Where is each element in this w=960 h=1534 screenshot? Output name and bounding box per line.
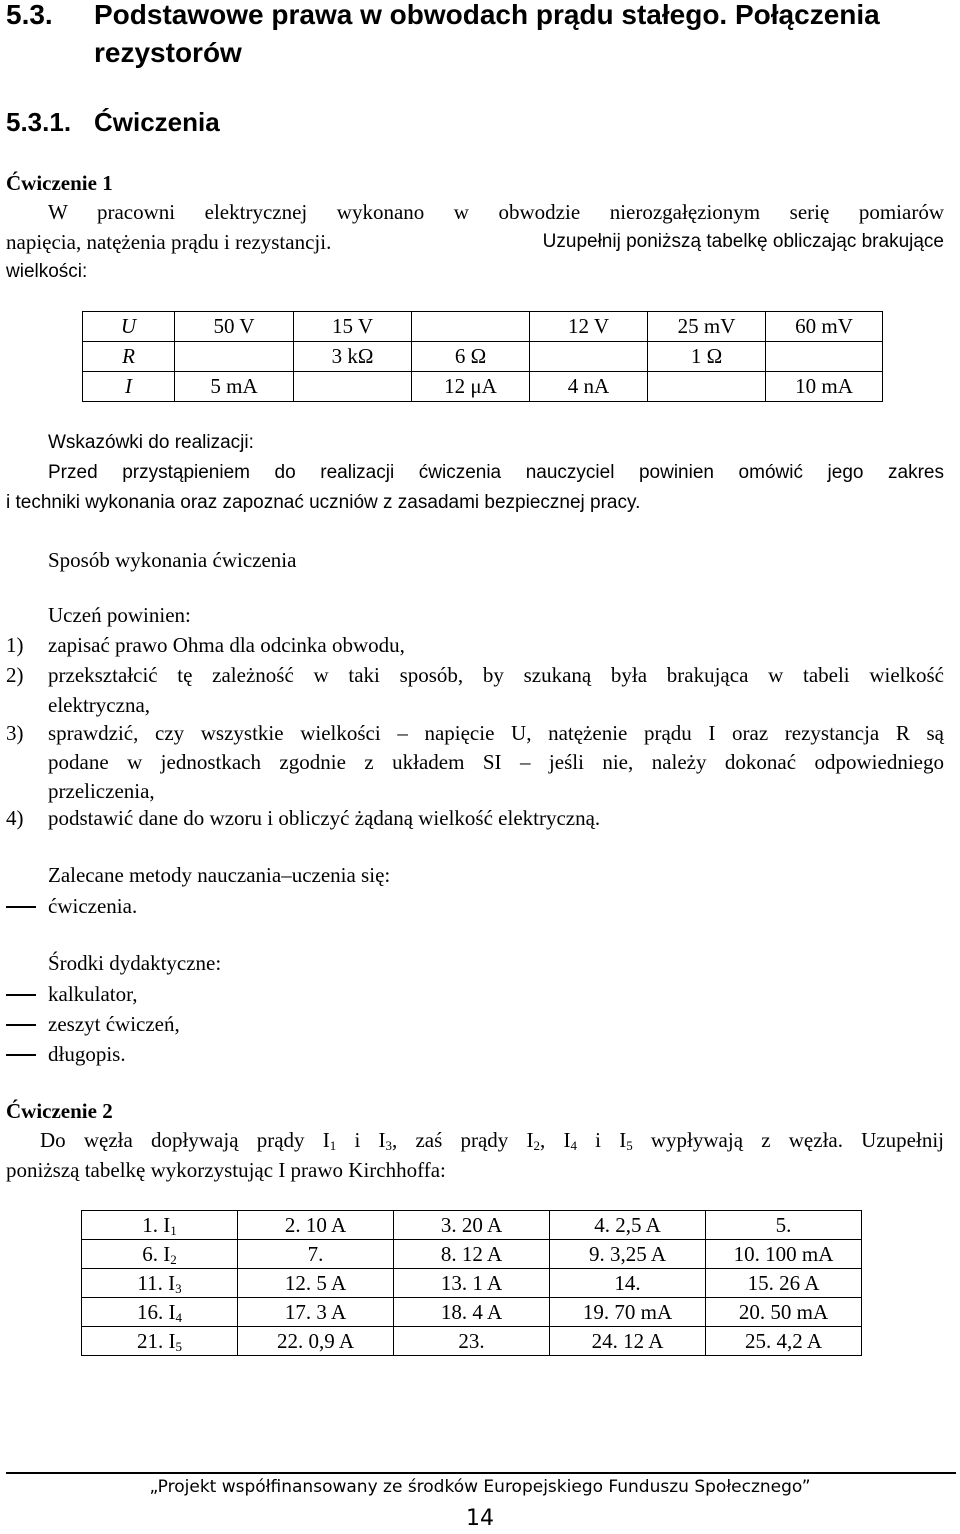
list-item — [0, 1009, 960, 1039]
page-number: 14 — [466, 1506, 494, 1531]
list-text: ćwiczenia. — [48, 894, 138, 918]
subsection-title: Ćwiczenia — [94, 107, 220, 137]
method-title: Sposób wykonania ćwiczenia — [48, 548, 297, 572]
table-cell: 2. 10 A — [238, 1211, 394, 1240]
list-text: długopis. — [48, 1042, 126, 1066]
table-row — [82, 1211, 862, 1240]
exercise1-line1: W pracowni elektrycznej wykonano w obwodzie nierozgałęzionym serię pomiarów — [48, 200, 944, 224]
hints-line1: Przed przystąpieniem do realizacji ćwiczenia nauczyciel powinien omówić jego zakres — [48, 462, 944, 483]
list-item — [0, 803, 960, 833]
table-cell: 6 Ω — [412, 342, 530, 372]
exercise2-line2: poniższą tabelkę wykorzystując I prawo Kirchhoffa: — [6, 1158, 446, 1182]
list-text: przeliczenia, — [48, 779, 155, 803]
exercise2-title: Ćwiczenie 2 — [6, 1099, 113, 1123]
exercise1-title: Ćwiczenie 1 — [6, 171, 113, 195]
table-cell: 3. 20 A — [394, 1211, 550, 1240]
table-cell: 11. $I_3$ — [82, 1269, 238, 1298]
aids-title: Środki dydaktyczne: — [48, 951, 222, 975]
hints-block — [6, 428, 944, 518]
table-row — [82, 1269, 862, 1298]
list-number: 4) — [6, 806, 24, 830]
exercise2-paragraph — [6, 1125, 944, 1185]
table-cell: 20. 50 mA — [706, 1298, 862, 1327]
list-text: elektryczna, — [48, 693, 151, 717]
table-cell: 10. 100 mA — [706, 1240, 862, 1269]
table-cell: 25 mV — [648, 312, 766, 342]
list-item — [0, 718, 960, 808]
exercise1-line2 — [6, 227, 944, 257]
table-row — [82, 1298, 862, 1327]
table-cell: 8. 12 A — [394, 1240, 550, 1269]
table-cell: 3 kΩ — [294, 342, 412, 372]
list-item — [0, 979, 960, 1009]
table-cell: 6. $I_2$ — [82, 1240, 238, 1269]
list-item — [0, 660, 960, 720]
subsection-heading — [6, 104, 220, 140]
hints-line2: i techniki wykonania oraz zapoznać uczniów z zasadami bezpiecznej pracy. — [6, 492, 641, 513]
table-cell — [530, 342, 648, 372]
table-cell: 12 μA — [412, 372, 530, 402]
table-cell: 5. — [706, 1211, 862, 1240]
list-item — [0, 1039, 960, 1069]
exercise2-line1: Do węzła dopływają prądy $I_1$ i $I_3$, zaś prądy $I_2$, $I_4$ i $I_5$ wypływają z węzła. Uzupełnij — [40, 1128, 944, 1153]
table-cell: 22. 0,9 A — [238, 1327, 394, 1356]
table-cell: 24. 12 A — [550, 1327, 706, 1356]
dash-bullet — [6, 1024, 36, 1026]
hints-title: Wskazówki do realizacji: — [48, 432, 254, 453]
table-cell: 5 mA — [175, 372, 294, 402]
table-cell: 19. 70 mA — [550, 1298, 706, 1327]
exercise1-paragraph — [6, 197, 944, 287]
table-cell: 15 V — [294, 312, 412, 342]
table-cell: 13. 1 A — [394, 1269, 550, 1298]
table-cell: R — [83, 342, 175, 372]
list-text: przekształcić tę zależność w taki sposób, by szukaną była brakująca w tabeli wielkość — [48, 663, 944, 687]
exercise1-line3: wielkości: — [6, 261, 88, 282]
table-cell — [294, 372, 412, 402]
table-row — [82, 1327, 862, 1356]
dash-bullet — [6, 1054, 36, 1056]
table-cell: 60 mV — [766, 312, 883, 342]
table-cell: 4. 2,5 A — [550, 1211, 706, 1240]
table-cell: 7. — [238, 1240, 394, 1269]
list-text: sprawdzić, czy wszystkie wielkości – napięcie U, natężenie prądu I oraz rezystancja R są — [48, 721, 944, 745]
list-item — [0, 630, 960, 660]
subsection-number: 5.3.1. — [6, 107, 72, 137]
table-cell — [648, 372, 766, 402]
exercise1-table — [82, 311, 883, 402]
table-cell: 17. 3 A — [238, 1298, 394, 1327]
table-cell: 14. — [550, 1269, 706, 1298]
list-number: 2) — [6, 663, 24, 687]
table-row — [83, 372, 883, 402]
table-row — [82, 1240, 862, 1269]
footer-text: „Projekt współfinansowany ze środków Europejskiego Funduszu Społecznego” — [149, 1477, 811, 1497]
dash-bullet — [6, 906, 36, 908]
table-cell: I — [83, 372, 175, 402]
table-row — [83, 342, 883, 372]
dash-bullet — [6, 994, 36, 996]
table-cell: 9. 3,25 A — [550, 1240, 706, 1269]
exercise2-table — [81, 1210, 862, 1356]
method-intro: Uczeń powinien: — [48, 603, 191, 627]
table-cell: U — [83, 312, 175, 342]
table-cell: 1. $I_1$ — [82, 1211, 238, 1240]
list-text: zapisać prawo Ohma dla odcinka obwodu, — [48, 633, 405, 657]
list-text: zeszyt ćwiczeń, — [48, 1012, 180, 1036]
table-cell — [175, 342, 294, 372]
table-cell: 4 nA — [530, 372, 648, 402]
list-number: 1) — [6, 633, 24, 657]
table-cell — [766, 342, 883, 372]
exercise1-line2-serif: napięcia, natężenia prądu i rezystancji. — [6, 230, 332, 254]
table-cell: 16. $I_4$ — [82, 1298, 238, 1327]
table-cell: 10 mA — [766, 372, 883, 402]
table-cell: 23. — [394, 1327, 550, 1356]
section-number: 5.3. — [6, 0, 53, 30]
table-cell: 50 V — [175, 312, 294, 342]
table-cell: 18. 4 A — [394, 1298, 550, 1327]
list-number: 3) — [6, 721, 24, 745]
table-cell: 15. 26 A — [706, 1269, 862, 1298]
list-text: kalkulator, — [48, 982, 138, 1006]
table-cell: 25. 4,2 A — [706, 1327, 862, 1356]
table-row — [83, 312, 883, 342]
list-item — [0, 891, 960, 921]
exercise1-line2-sans: Uzupełnij poniższą tabelkę obliczając brakujące — [542, 231, 944, 252]
table-cell: 12. 5 A — [238, 1269, 394, 1298]
section-title: Podstawowe prawa w obwodach prądu stałego. Połączenia rezystorów — [94, 0, 880, 68]
table-cell — [412, 312, 530, 342]
table-cell: 1 Ω — [648, 342, 766, 372]
table-cell: 12 V — [530, 312, 648, 342]
list-text: podane w jednostkach zgodnie z układem SI – jeśli nie, należy dokonać odpowiedniego — [48, 750, 944, 774]
methods-title: Zalecane metody nauczania–uczenia się: — [48, 863, 391, 887]
list-text: podstawić dane do wzoru i obliczyć żądaną wielkość elektryczną. — [48, 806, 601, 830]
table-cell: 21. $I_5$ — [82, 1327, 238, 1356]
